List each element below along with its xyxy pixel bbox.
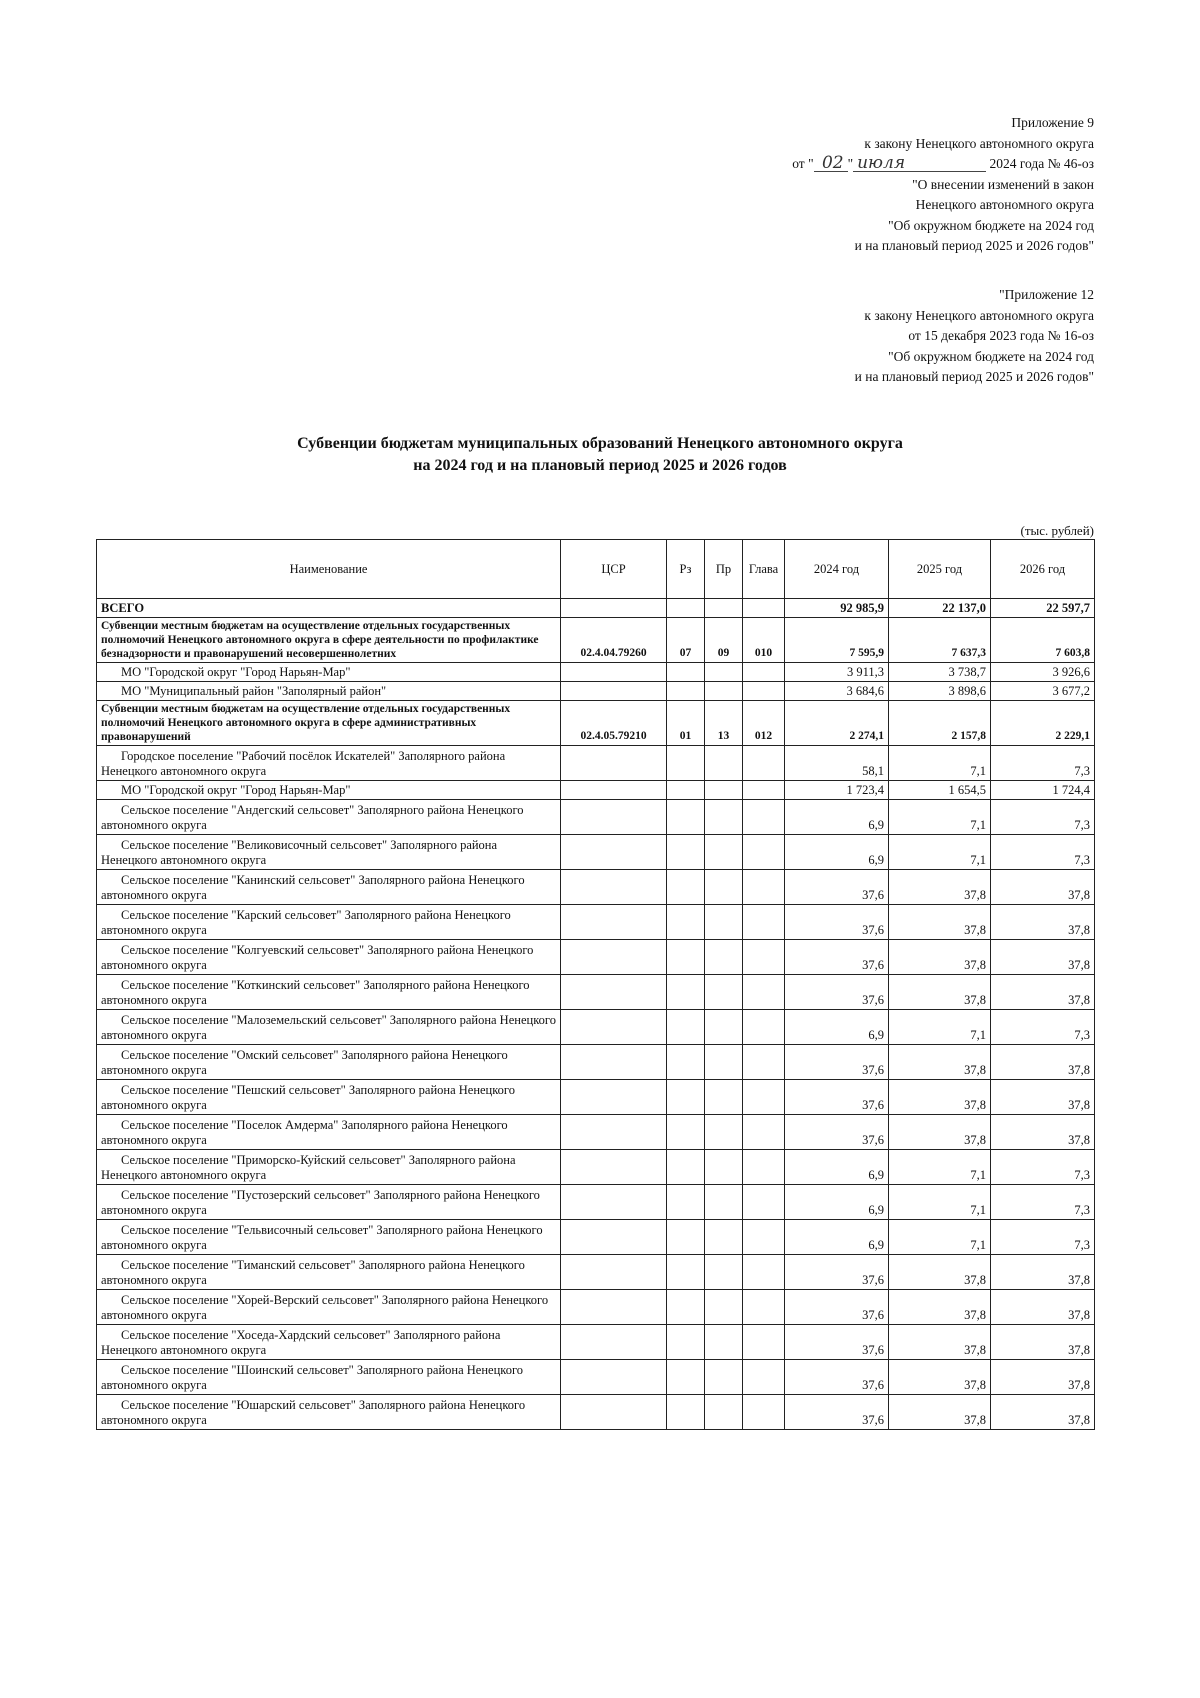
cell-2025: 37,8 [889, 870, 991, 905]
table-row [97, 682, 1095, 701]
cell-2026: 3 677,2 [991, 682, 1095, 701]
cell-2025: 7,1 [889, 1220, 991, 1255]
cell-glava [743, 870, 785, 905]
header-rz: Рз [667, 540, 705, 599]
table-row [97, 1325, 1095, 1360]
cell-name: МО "Городской округ "Город Нарьян-Мар" [97, 781, 561, 800]
table-row [97, 663, 1095, 682]
cell-2024: 2 274,1 [785, 701, 889, 746]
table-row [97, 800, 1095, 835]
table-row [97, 746, 1095, 781]
subventions-table [96, 539, 1095, 1430]
cell-csr [561, 905, 667, 940]
units-label: (тыс. рублей) [1020, 523, 1094, 538]
cell-rz [667, 1395, 705, 1430]
cell-rz [667, 800, 705, 835]
cell-csr [561, 835, 667, 870]
cell-glava: 012 [743, 701, 785, 746]
cell-2026: 22 597,7 [991, 599, 1095, 618]
cell-glava [743, 1080, 785, 1115]
cell-pr [705, 1395, 743, 1430]
cell-2026: 37,8 [991, 1325, 1095, 1360]
cell-glava [743, 781, 785, 800]
cell-2026: 7,3 [991, 800, 1095, 835]
header-2024: 2024 год [785, 540, 889, 599]
cell-2026: 37,8 [991, 975, 1095, 1010]
table-row [97, 1360, 1095, 1395]
cell-rz [667, 746, 705, 781]
cell-pr [705, 1150, 743, 1185]
appendix-12-line-5: и на плановый период 2025 и 2026 годов" [854, 369, 1094, 384]
cell-2024: 37,6 [785, 870, 889, 905]
handwritten-month: июля [853, 155, 986, 172]
cell-name: Субвенции местным бюджетам на осуществление отдельных государственных полномочий Ненецкого автономного округа в сфере административных правонарушений [97, 701, 561, 746]
appendix-9-line-7: и на плановый период 2025 и 2026 годов" [854, 238, 1094, 253]
cell-csr [561, 663, 667, 682]
appendix-9-line-4: "О внесении изменений в закон [912, 176, 1094, 192]
cell-glava [743, 1325, 785, 1360]
table-row [97, 940, 1095, 975]
cell-2024: 6,9 [785, 1150, 889, 1185]
cell-pr [705, 975, 743, 1010]
cell-2026: 37,8 [991, 1255, 1095, 1290]
cell-2024: 1 723,4 [785, 781, 889, 800]
appendix-12-law-ref: к закону Ненецкого автономного округа [864, 307, 1094, 323]
cell-glava [743, 1185, 785, 1220]
cell-rz: 07 [667, 618, 705, 663]
table-row [97, 1115, 1095, 1150]
cell-2026: 37,8 [991, 905, 1095, 940]
section-row [97, 701, 1095, 746]
cell-rz [667, 870, 705, 905]
appendix-12-line-4: "Об окружном бюджете на 2024 год [888, 348, 1094, 364]
appendix-9-date-line [792, 154, 1094, 175]
cell-name: Сельское поселение "Андегский сельсовет" Заполярного района Ненецкого автономного округа [97, 800, 561, 835]
cell-csr [561, 1150, 667, 1185]
cell-glava [743, 975, 785, 1010]
table-row [97, 1395, 1095, 1430]
cell-2025: 37,8 [889, 1115, 991, 1150]
cell-rz [667, 682, 705, 701]
cell-2024: 6,9 [785, 800, 889, 835]
appendix-9-header [792, 113, 1094, 257]
cell-pr [705, 1360, 743, 1395]
cell-name: Субвенции местным бюджетам на осуществление отдельных государственных полномочий Ненецкого автономного округа в сфере деятельности по профилактике безнадзорности и правонарушений несовершеннолетних [97, 618, 561, 663]
table-body [97, 599, 1095, 1430]
table-row [97, 975, 1095, 1010]
cell-2026: 3 926,6 [991, 663, 1095, 682]
cell-2024: 6,9 [785, 835, 889, 870]
cell-csr [561, 975, 667, 1010]
header-2025: 2025 год [889, 540, 991, 599]
header-csr: ЦСР [561, 540, 667, 599]
cell-2024: 37,6 [785, 1360, 889, 1395]
cell-name: Сельское поселение "Канинский сельсовет" Заполярного района Ненецкого автономного округа [97, 870, 561, 905]
cell-2025: 22 137,0 [889, 599, 991, 618]
cell-rz [667, 1255, 705, 1290]
cell-2024: 37,6 [785, 1290, 889, 1325]
table-row [97, 905, 1095, 940]
cell-2025: 7,1 [889, 1185, 991, 1220]
header-name: Наименование [97, 540, 561, 599]
date-quote: " [847, 156, 854, 171]
cell-name: Сельское поселение "Тиманский сельсовет" Заполярного района Ненецкого автономного округа [97, 1255, 561, 1290]
cell-csr [561, 940, 667, 975]
cell-2025: 37,8 [889, 1045, 991, 1080]
cell-glava [743, 1220, 785, 1255]
cell-glava [743, 1115, 785, 1150]
cell-pr [705, 905, 743, 940]
cell-name: Сельское поселение "Карский сельсовет" Заполярного района Ненецкого автономного округа [97, 905, 561, 940]
cell-pr [705, 800, 743, 835]
cell-csr [561, 1010, 667, 1045]
cell-name: Сельское поселение "Шоинский сельсовет" Заполярного района Ненецкого автономного округа [97, 1360, 561, 1395]
table-row [97, 835, 1095, 870]
cell-glava: 010 [743, 618, 785, 663]
cell-name: ВСЕГО [97, 599, 561, 618]
cell-glava [743, 905, 785, 940]
title-line-1: Субвенции бюджетам муниципальных образований Ненецкого автономного округа [297, 435, 903, 452]
cell-pr [705, 1325, 743, 1360]
cell-pr [705, 1185, 743, 1220]
cell-name: Сельское поселение "Малоземельский сельсовет" Заполярного района Ненецкого автономного округа [97, 1010, 561, 1045]
cell-pr [705, 1290, 743, 1325]
cell-glava [743, 1010, 785, 1045]
cell-2025: 37,8 [889, 1360, 991, 1395]
cell-glava [743, 1360, 785, 1395]
cell-2026: 37,8 [991, 870, 1095, 905]
cell-2026: 2 229,1 [991, 701, 1095, 746]
appendix-9-law-ref: к закону Ненецкого автономного округа [864, 135, 1094, 151]
cell-2024: 92 985,9 [785, 599, 889, 618]
cell-csr [561, 1115, 667, 1150]
cell-2025: 2 157,8 [889, 701, 991, 746]
cell-glava [743, 940, 785, 975]
cell-2024: 3 684,6 [785, 682, 889, 701]
cell-csr: 02.4.05.79210 [561, 701, 667, 746]
cell-2026: 7 603,8 [991, 618, 1095, 663]
cell-name: Сельское поселение "Коткинский сельсовет" Заполярного района Ненецкого автономного округа [97, 975, 561, 1010]
table-row [97, 870, 1095, 905]
cell-rz [667, 1185, 705, 1220]
cell-csr [561, 1325, 667, 1360]
cell-2024: 37,6 [785, 1395, 889, 1430]
cell-2024: 37,6 [785, 1255, 889, 1290]
cell-rz [667, 1325, 705, 1360]
cell-2025: 37,8 [889, 1395, 991, 1430]
cell-pr [705, 781, 743, 800]
appendix-9-number: Приложение 9 [1011, 115, 1094, 130]
cell-rz [667, 1045, 705, 1080]
cell-pr [705, 1220, 743, 1255]
cell-2026: 37,8 [991, 1080, 1095, 1115]
cell-2024: 6,9 [785, 1220, 889, 1255]
table-row [97, 1045, 1095, 1080]
cell-csr [561, 1045, 667, 1080]
appendix-9-line-5: Ненецкого автономного округа [915, 197, 1094, 212]
appendix-9-line-6: "Об окружном бюджете на 2024 год [888, 217, 1094, 233]
header-glava: Глава [743, 540, 785, 599]
cell-name: Сельское поселение "Омский сельсовет" Заполярного района Ненецкого автономного округа [97, 1045, 561, 1080]
table-row [97, 1290, 1095, 1325]
cell-2026: 37,8 [991, 940, 1095, 975]
cell-pr [705, 1080, 743, 1115]
cell-glava [743, 1290, 785, 1325]
cell-glava [743, 800, 785, 835]
cell-name: Городское поселение "Рабочий посёлок Искателей" Заполярного района Ненецкого автономного округа [97, 746, 561, 781]
appendix-12-number: "Приложение 12 [999, 287, 1094, 302]
cell-2024: 37,6 [785, 1045, 889, 1080]
cell-rz [667, 1010, 705, 1045]
cell-rz [667, 663, 705, 682]
cell-glava [743, 835, 785, 870]
cell-2025: 7,1 [889, 800, 991, 835]
table-row [97, 1010, 1095, 1045]
cell-rz [667, 1290, 705, 1325]
cell-pr [705, 1045, 743, 1080]
cell-2026: 37,8 [991, 1395, 1095, 1430]
cell-2026: 37,8 [991, 1045, 1095, 1080]
handwritten-day: 02 [814, 155, 848, 172]
cell-pr [705, 1010, 743, 1045]
cell-2026: 1 724,4 [991, 781, 1095, 800]
cell-2026: 7,3 [991, 1185, 1095, 1220]
cell-glava [743, 663, 785, 682]
cell-csr [561, 1395, 667, 1430]
table-row [97, 1150, 1095, 1185]
cell-name: Сельское поселение "Колгуевский сельсовет" Заполярного района Ненецкого автономного округа [97, 940, 561, 975]
cell-2026: 7,3 [991, 1220, 1095, 1255]
cell-rz [667, 781, 705, 800]
cell-2025: 37,8 [889, 975, 991, 1010]
cell-pr [705, 835, 743, 870]
cell-glava [743, 746, 785, 781]
cell-name: Сельское поселение "Пустозерский сельсовет" Заполярного района Ненецкого автономного округа [97, 1185, 561, 1220]
cell-2024: 6,9 [785, 1010, 889, 1045]
cell-2024: 37,6 [785, 1115, 889, 1150]
cell-glava [743, 1255, 785, 1290]
cell-csr [561, 1185, 667, 1220]
cell-rz [667, 1220, 705, 1255]
cell-glava [743, 682, 785, 701]
cell-csr [561, 1290, 667, 1325]
cell-2025: 37,8 [889, 1255, 991, 1290]
cell-name: МО "Городской округ "Город Нарьян-Мар" [97, 663, 561, 682]
cell-rz [667, 1115, 705, 1150]
cell-2026: 37,8 [991, 1360, 1095, 1395]
cell-2026: 7,3 [991, 1010, 1095, 1045]
cell-2026: 7,3 [991, 746, 1095, 781]
cell-name: Сельское поселение "Приморско-Куйский сельсовет" Заполярного района Ненецкого автономного округа [97, 1150, 561, 1185]
cell-name: Сельское поселение "Хорей-Верский сельсовет" Заполярного района Ненецкого автономного округа [97, 1290, 561, 1325]
cell-pr [705, 870, 743, 905]
date-suffix: 2024 года № 46-оз [989, 156, 1094, 171]
cell-csr [561, 599, 667, 618]
cell-csr [561, 781, 667, 800]
cell-2025: 3 898,6 [889, 682, 991, 701]
cell-glava [743, 599, 785, 618]
cell-name: МО "Муниципальный район "Заполярный район" [97, 682, 561, 701]
appendix-12-date: от 15 декабря 2023 года № 16-оз [908, 328, 1094, 343]
cell-pr [705, 746, 743, 781]
cell-rz [667, 940, 705, 975]
appendix-12-header [855, 285, 1094, 388]
table-row [97, 1220, 1095, 1255]
cell-2024: 3 911,3 [785, 663, 889, 682]
cell-glava [743, 1395, 785, 1430]
cell-name: Сельское поселение "Хоседа-Хардский сельсовет" Заполярного района Ненецкого автономного округа [97, 1325, 561, 1360]
cell-2026: 7,3 [991, 1150, 1095, 1185]
cell-rz [667, 599, 705, 618]
cell-2026: 37,8 [991, 1115, 1095, 1150]
title-line-2: на 2024 год и на плановый период 2025 и 2026 годов [413, 457, 787, 474]
date-prefix: от " [792, 156, 814, 171]
cell-2025: 37,8 [889, 1325, 991, 1360]
header-2026: 2026 год [991, 540, 1095, 599]
cell-glava [743, 1150, 785, 1185]
total-row [97, 599, 1095, 618]
cell-2024: 6,9 [785, 1185, 889, 1220]
cell-2025: 7,1 [889, 746, 991, 781]
cell-2025: 7,1 [889, 835, 991, 870]
cell-name: Сельское поселение "Пешский сельсовет" Заполярного района Ненецкого автономного округа [97, 1080, 561, 1115]
cell-2024: 37,6 [785, 1080, 889, 1115]
table-row [97, 781, 1095, 800]
cell-2024: 7 595,9 [785, 618, 889, 663]
cell-pr [705, 682, 743, 701]
cell-2025: 37,8 [889, 1080, 991, 1115]
cell-glava [743, 1045, 785, 1080]
cell-rz [667, 1360, 705, 1395]
cell-name: Сельское поселение "Тельвисочный сельсовет" Заполярного района Ненецкого автономного округа [97, 1220, 561, 1255]
cell-2024: 37,6 [785, 905, 889, 940]
table-row [97, 1185, 1095, 1220]
cell-2026: 37,8 [991, 1290, 1095, 1325]
table-header-row [97, 540, 1095, 599]
cell-pr: 09 [705, 618, 743, 663]
cell-rz [667, 905, 705, 940]
cell-2025: 7 637,3 [889, 618, 991, 663]
cell-pr: 13 [705, 701, 743, 746]
cell-2024: 37,6 [785, 1325, 889, 1360]
cell-2024: 37,6 [785, 940, 889, 975]
cell-csr [561, 1080, 667, 1115]
cell-rz [667, 1150, 705, 1185]
cell-2025: 37,8 [889, 1290, 991, 1325]
cell-name: Сельское поселение "Юшарский сельсовет" Заполярного района Ненецкого автономного округа [97, 1395, 561, 1430]
cell-rz [667, 975, 705, 1010]
cell-pr [705, 1115, 743, 1150]
cell-csr: 02.4.04.79260 [561, 618, 667, 663]
cell-rz [667, 1080, 705, 1115]
cell-2026: 7,3 [991, 835, 1095, 870]
cell-rz [667, 835, 705, 870]
cell-2025: 7,1 [889, 1010, 991, 1045]
cell-2025: 37,8 [889, 905, 991, 940]
cell-csr [561, 1255, 667, 1290]
cell-pr [705, 940, 743, 975]
cell-csr [561, 746, 667, 781]
cell-csr [561, 1220, 667, 1255]
section-row [97, 618, 1095, 663]
cell-2025: 3 738,7 [889, 663, 991, 682]
cell-2025: 37,8 [889, 940, 991, 975]
table-row [97, 1255, 1095, 1290]
cell-name: Сельское поселение "Поселок Амдерма" Заполярного района Ненецкого автономного округа [97, 1115, 561, 1150]
table-row [97, 1080, 1095, 1115]
cell-pr [705, 1255, 743, 1290]
document-title [0, 433, 1200, 477]
cell-2025: 1 654,5 [889, 781, 991, 800]
cell-rz: 01 [667, 701, 705, 746]
cell-csr [561, 1360, 667, 1395]
cell-2024: 58,1 [785, 746, 889, 781]
cell-pr [705, 663, 743, 682]
cell-2024: 37,6 [785, 975, 889, 1010]
cell-csr [561, 682, 667, 701]
cell-name: Сельское поселение "Великовисочный сельсовет" Заполярного района Ненецкого автономного округа [97, 835, 561, 870]
cell-csr [561, 870, 667, 905]
header-pr: Пр [705, 540, 743, 599]
cell-pr [705, 599, 743, 618]
cell-2025: 7,1 [889, 1150, 991, 1185]
cell-csr [561, 800, 667, 835]
